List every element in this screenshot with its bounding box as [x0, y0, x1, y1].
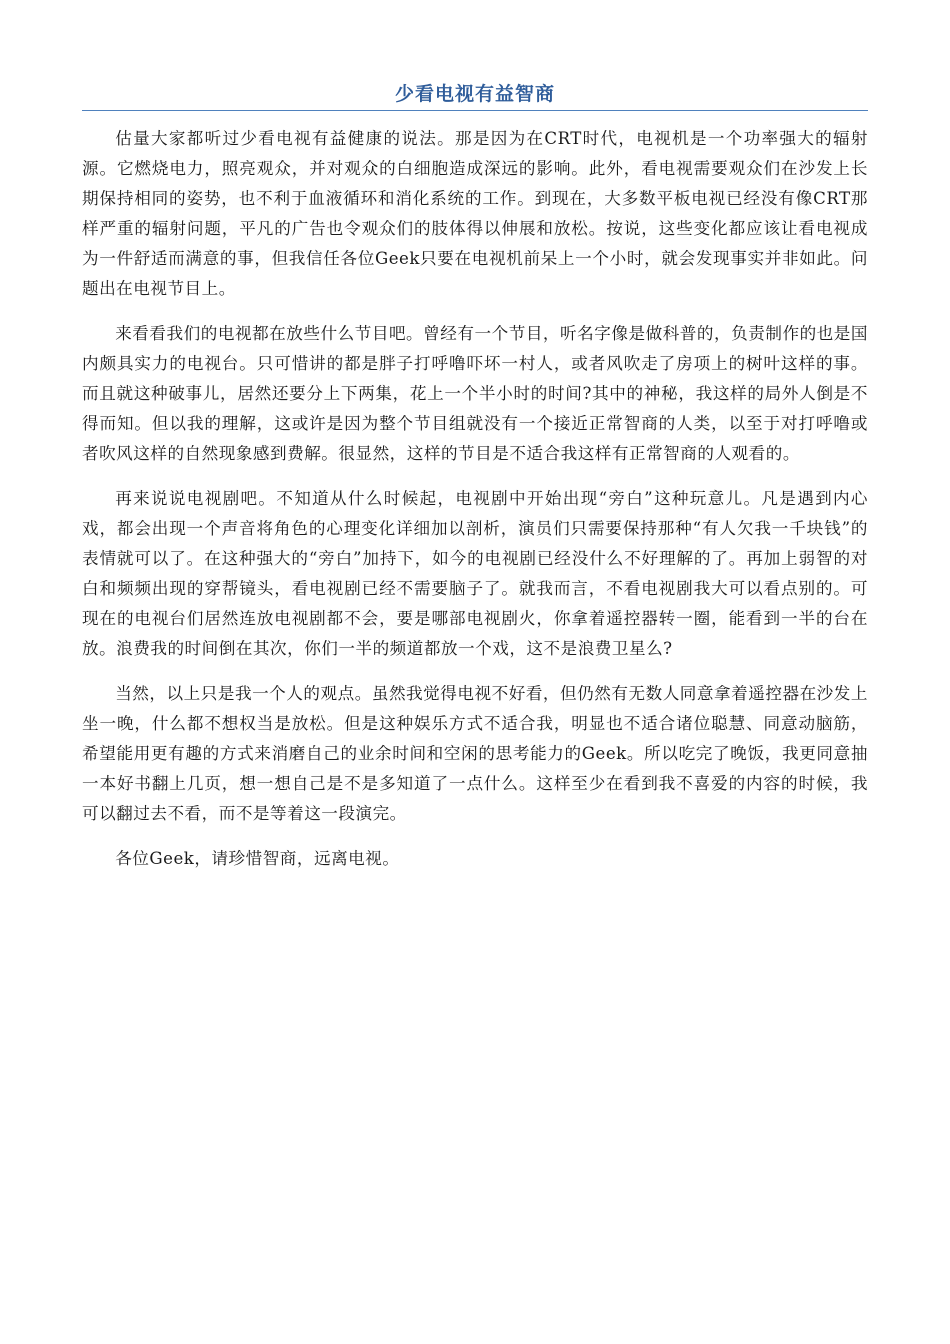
paragraph-4: 当然，以上只是我一个人的观点。虽然我觉得电视不好看，但仍然有无数人同意拿着遥控器在沙发上坐一晚，什么都不想权当是放松。但是这种娱乐方式不适合我，明显也不适合诸位聪慧、同意动脑筋，希望能用更有趣的方式来消磨自己的业余时间和空闲的思考能力的Geek。所以吃完了晚饭，我更同意抽一本好书翻上几页，想一想自己是不是多知道了一点什么。这样至少在看到我不喜爱的内容的时候，我可以翻过去不看，而不是等着这一段演完。 [82, 684, 868, 823]
document-body [82, 124, 868, 889]
document-title: 少看电视有益智商 [394, 83, 555, 105]
paragraph-3: 再来说说电视剧吧。不知道从什么时候起，电视剧中开始出现“旁白”这种玩意儿。凡是遇到内心戏，都会出现一个声音将角色的心理变化详细加以剖析，演员们只需要保持那种“有人欠我一千块钱”的表情就可以了。在这种强大的“旁白”加持下，如今的电视剧已经没什么不好理解的了。再加上弱智的对白和频频出现的穿帮镜头，看电视剧已经不需要脑子了。就我而言，不看电视剧我大可以看点别的。可现在的电视台们居然连放电视剧都不会，要是哪部电视剧火，你拿着遥控器转一圈，能看到一半的台在放。浪费我的时间倒在其次，你们一半的频道都放一个戏，这不是浪费卫星么? [82, 489, 868, 658]
paragraph-5: 各位Geek，请珍惜智商，远离电视。 [115, 849, 400, 868]
paragraph-2: 来看看我们的电视都在放些什么节目吧。曾经有一个节目，听名字像是做科普的，负责制作的也是国内颇具实力的电视台。只可惜讲的都是胖子打呼噜吓坏一村人，或者风吹走了房项上的树叶这样的事。而且就这种破事儿，居然还要分上下两集，花上一个半小时的时间?其中的神秘，我这样的局外人倒是不得而知。但以我的理解，这或许是因为整个节目组就没有一个接近正常智商的人类，以至于对打呼噜或者吹风这样的自然现象感到费解。很显然，这样的节目是不适合我这样有正常智商的人观看的。 [82, 324, 868, 463]
paragraph-1: 估量大家都听过少看电视有益健康的说法。那是因为在CRT时代，电视机是一个功率强大的辐射源。它燃烧电力，照亮观众，并对观众的白细胞造成深远的影响。此外，看电视需要观众们在沙发上长期保持相同的姿势，也不利于血液循环和消化系统的工作。到现在，大多数平板电视已经没有像CRT那样严重的辐射问题，平凡的广告也令观众们的肢体得以伸展和放松。按说，这些变化都应该让看电视成为一件舒适而满意的事，但我信任各位Geek只要在电视机前呆上一个小时，就会发现事实并非如此。问题出在电视节目上。 [82, 129, 868, 298]
title-block [82, 80, 868, 111]
